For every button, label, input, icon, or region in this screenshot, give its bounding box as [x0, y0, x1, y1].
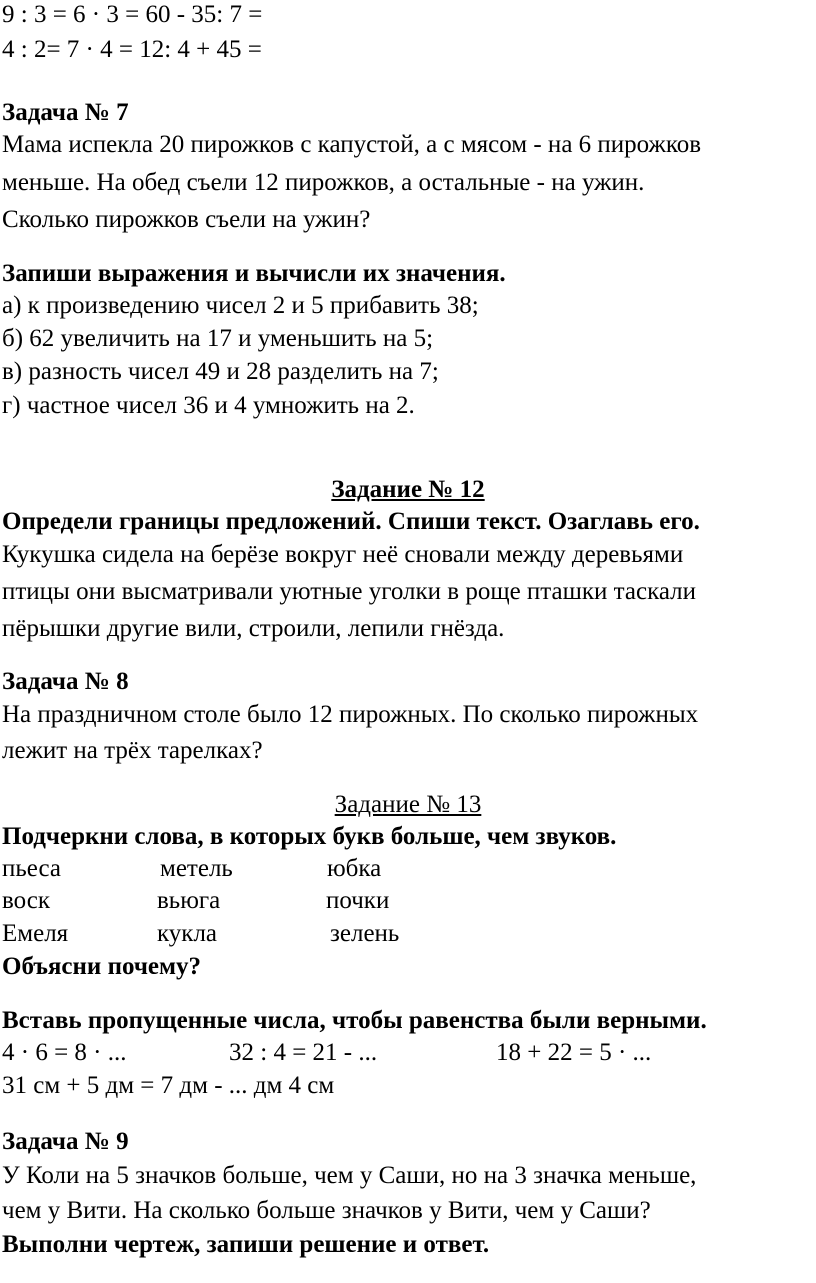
equation: 18 + 22 = 5 · ... — [496, 1039, 652, 1066]
task-9-instruction: Выполни чертеж, запиши решение и ответ. — [2, 1231, 490, 1258]
word-row — [2, 854, 802, 884]
assignment-12-heading: Задание № 12 — [331, 476, 485, 503]
task-7-text-line: Мама испекла 20 пирожков с капустой, а с мясом - на 6 пирожков — [2, 131, 701, 158]
task-9-title: Задача № 9 — [2, 1128, 129, 1155]
arithmetic-line-2: 4 : 2= 7 · 4 = 12: 4 + 45 = — [2, 36, 262, 63]
expression-item: г) частное чисел 36 и 4 умножить на 2. — [2, 392, 415, 419]
task-8-title: Задача № 8 — [2, 668, 129, 695]
task-8-text-line: лежит на трёх тарелках? — [2, 737, 263, 764]
assignment-12-text-line: пёрышки другие вили, строили, лепили гнёзда. — [2, 615, 505, 642]
task-7-text-line: Сколько пирожков съели на ужин? — [2, 206, 371, 233]
expression-item: а) к произведению чисел 2 и 5 прибавить 38; — [2, 292, 479, 319]
word: юбка — [327, 855, 382, 882]
word-row — [2, 919, 802, 949]
task-7-text-line: меньше. На обед съели 12 пирожков, а остальные - на ужин. — [2, 169, 645, 196]
expressions-title: Запиши выражения и вычисли их значения. — [2, 260, 506, 287]
word: кукла — [157, 920, 218, 947]
task-9-text-line: У Коли на 5 значков больше, чем у Саши, но на 3 значка меньше, — [2, 1162, 697, 1189]
missing-numbers-title: Вставь пропущенные числа, чтобы равенства были верными. — [2, 1007, 707, 1034]
assignment-12-text-line: птицы они высматривали уютные уголки в роще пташки таскали — [2, 578, 697, 605]
equation-line: 31 см + 5 дм = 7 дм - ... дм 4 см — [2, 1072, 335, 1099]
equation: 32 : 4 = 21 - ... — [229, 1039, 378, 1066]
task-8-text-line: На праздничном столе было 12 пирожных. По сколько пирожных — [2, 701, 699, 728]
task-7-title: Задача № 7 — [2, 99, 129, 126]
arithmetic-line-1: 9 : 3 = 6 · 3 = 60 - 35: 7 = — [2, 1, 263, 28]
assignment-13-question: Объясни почему? — [2, 953, 202, 980]
expression-item: в) разность чисел 49 и 28 разделить на 7; — [2, 358, 439, 385]
word: воск — [2, 887, 50, 914]
word: почки — [326, 887, 390, 914]
assignment-13-instruction: Подчеркни слова, в которых букв больше, чем звуков. — [2, 823, 617, 850]
word: метель — [160, 855, 233, 882]
assignment-13-heading: Задание № 13 — [334, 791, 482, 818]
word: Емеля — [2, 920, 69, 947]
word: пьеса — [2, 855, 61, 882]
expression-item: б) 62 увеличить на 17 и уменьшить на 5; — [2, 325, 434, 352]
word-row — [2, 886, 802, 916]
assignment-12-instruction: Определи границы предложений. Спиши текст. Озаглавь его. — [2, 508, 700, 535]
word: зелень — [330, 920, 400, 947]
word: вьюга — [157, 887, 221, 914]
equation: 4 · 6 = 8 · ... — [2, 1039, 127, 1066]
task-9-text-line: чем у Вити. На сколько больше значков у Вити, чем у Саши? — [2, 1197, 651, 1224]
assignment-12-text-line: Кукушка сидела на берёзе вокруг неё сновали между деревьями — [2, 541, 684, 568]
equation-row — [2, 1038, 802, 1068]
